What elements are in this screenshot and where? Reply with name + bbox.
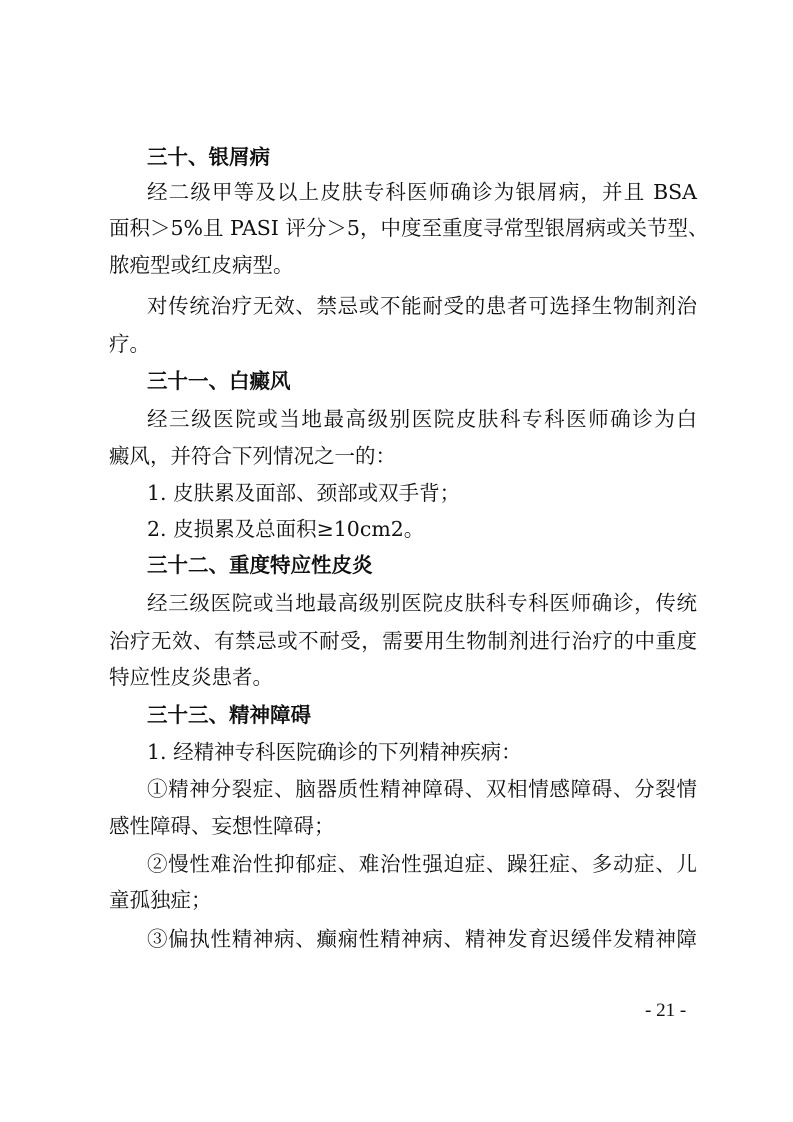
section-heading-psoriasis: 三十、银屑病 (147, 145, 270, 169)
list-item: 2. 皮损累及总面积≥10cm2。 (147, 517, 425, 541)
section-heading-vitiligo: 三十一、白癜风 (147, 369, 291, 393)
paragraph-line: 脓疱型或红皮病型。 (109, 253, 294, 277)
paragraph-line: 治疗无效、有禁忌或不耐受，需要用生物制剂进行治疗的中重度 (109, 629, 697, 653)
paragraph-line: 癜风，并符合下列情况之一的： (109, 444, 396, 468)
paragraph-line: 经三级医院或当地最高级别医院皮肤科专科医师确诊为白 (147, 407, 697, 431)
section-heading-atopic-dermatitis: 三十二、重度特应性皮炎 (147, 553, 373, 577)
paragraph-line: 经三级医院或当地最高级别医院皮肤科专科医师确诊，传统 (147, 591, 697, 615)
list-item: 1. 经精神专科医院确诊的下列精神疾病： (147, 740, 522, 764)
paragraph-line: ③偏执性精神病、癫痫性精神病、精神发育迟缓伴发精神障 (147, 927, 697, 951)
list-item: 1. 皮肤累及面部、颈部或双手背； (147, 481, 461, 505)
paragraph-line: 童孤独症； (109, 888, 212, 912)
paragraph-line: 疗。 (109, 332, 150, 356)
paragraph-line: 经二级甲等及以上皮肤专科医师确诊为银屑病，并且 BSA (147, 180, 697, 204)
paragraph-line: 面积＞5%且 PASI 评分＞5，中度至重度寻常型银屑病或关节型、 (109, 216, 709, 240)
paragraph-line: ②慢性难治性抑郁症、难治性强迫症、躁狂症、多动症、儿 (147, 852, 697, 876)
paragraph-line: 特应性皮炎患者。 (109, 665, 273, 689)
paragraph-line: 感性障碍、妄想性障碍； (109, 814, 335, 838)
page-number: - 21 - (645, 1000, 687, 1021)
paragraph-line: ①精神分裂症、脑器质性精神障碍、双相情感障碍、分裂情 (147, 777, 697, 801)
section-heading-mental-disorders: 三十三、精神障碍 (147, 703, 311, 727)
paragraph-line: 对传统治疗无效、禁忌或不能耐受的患者可选择生物制剂治 (147, 294, 697, 318)
